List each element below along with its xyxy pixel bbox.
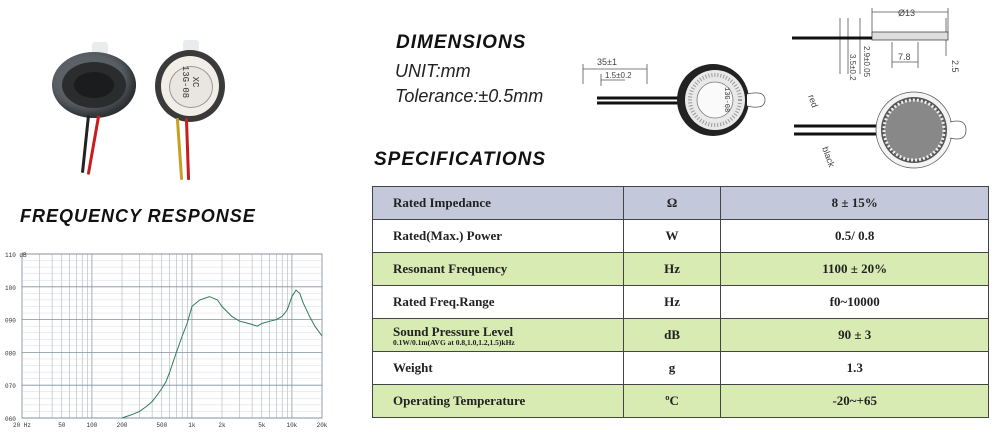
dim-35b-label: 3.5±0.2: [848, 54, 857, 81]
x-tick-label: 10k: [286, 422, 298, 429]
x-tick-label: 100: [86, 422, 98, 429]
x-tick-label: 500: [156, 422, 168, 429]
dim-25-label: 2.5: [950, 60, 960, 73]
table-row: [373, 286, 989, 319]
back-view-drawing: [575, 50, 775, 142]
dimensions-heading: DIMENSIONS: [396, 32, 527, 53]
spec-name: Resonant Frequency: [373, 253, 624, 286]
y-tick-label: 060: [5, 416, 16, 423]
spec-unit: ºC: [623, 385, 721, 418]
spec-name: Sound Pressure Level: [393, 323, 514, 339]
table-row: [373, 319, 989, 352]
spec-name: Weight: [373, 352, 624, 385]
dim-35-label: 35±1: [597, 57, 617, 67]
x-tick-label: 200: [116, 422, 128, 429]
spec-unit: W: [623, 220, 721, 253]
spec-unit: dB: [623, 319, 721, 352]
x-tick-label: 50: [58, 422, 66, 429]
dim-15-label: 1.5±0.2: [605, 71, 632, 80]
dim-29-label: 2.9±0.05: [862, 46, 871, 78]
table-row: [373, 352, 989, 385]
unit-text: UNIT:mm: [395, 61, 471, 81]
y-tick-label: 100: [5, 284, 16, 292]
tolerance-text: Tolerance:±0.5mm: [395, 86, 544, 106]
spec-value: -20~+65: [721, 385, 989, 418]
frequency-response-chart: [4, 248, 330, 430]
spec-value: 8 ± 15%: [721, 187, 989, 220]
spec-value: 90 ± 3: [721, 319, 989, 352]
spec-value: f0~10000: [721, 286, 989, 319]
spec-unit: Ω: [623, 187, 721, 220]
spec-name: Rated Freq.Range: [373, 286, 624, 319]
frequency-response-heading: FREQUENCY RESPONSE: [20, 206, 256, 226]
wire-black-label: black: [820, 145, 837, 169]
spec-name: Rated Impedance: [373, 187, 624, 220]
spec-name: Operating Temperature: [373, 385, 624, 418]
y-tick-label: 080: [5, 350, 16, 358]
spec-condition: 0.1W/0.1m(AVG at 0.8,1.0,1.2,1.5)kHz: [393, 337, 515, 347]
y-tick-label: 090: [5, 317, 16, 325]
front-side-drawing: [780, 4, 980, 174]
drawing-part-mark: 13G-08: [722, 87, 730, 113]
x-tick-label: 5k: [258, 422, 266, 429]
spec-name-cell: [373, 319, 624, 352]
back-label: XC 13G-08: [180, 65, 200, 99]
spec-unit: Hz: [623, 253, 721, 286]
speaker-back-photo: [155, 46, 231, 126]
y-tick-label: 070: [5, 383, 16, 391]
dim-13-label: Ø13: [898, 8, 916, 18]
spec-name: Rated(Max.) Power: [373, 220, 624, 253]
x-tick-label: 2k: [218, 422, 226, 429]
x-tick-label: 20k: [316, 422, 328, 429]
table-row: [373, 253, 989, 286]
spec-value: 1.3: [721, 352, 989, 385]
dim-78-label: 7.8: [898, 52, 911, 62]
table-row: [373, 187, 989, 220]
table-row: [373, 385, 989, 418]
speaker-front-photo: [52, 48, 148, 120]
specifications-heading: SPECIFICATIONS: [374, 149, 546, 170]
spec-unit: g: [623, 352, 721, 385]
table-row: [373, 220, 989, 253]
specifications-table: [372, 186, 989, 418]
spec-unit: Hz: [623, 286, 721, 319]
spec-value: 0.5/ 0.8: [721, 220, 989, 253]
y-tick-label: 110 dB: [5, 252, 27, 259]
spec-value: 1100 ± 20%: [721, 253, 989, 286]
x-tick-label: 1k: [188, 422, 196, 429]
x-tick-label: 20 Hz: [12, 422, 32, 429]
wire-red-label: red: [806, 93, 820, 109]
plot-area: [22, 254, 322, 418]
